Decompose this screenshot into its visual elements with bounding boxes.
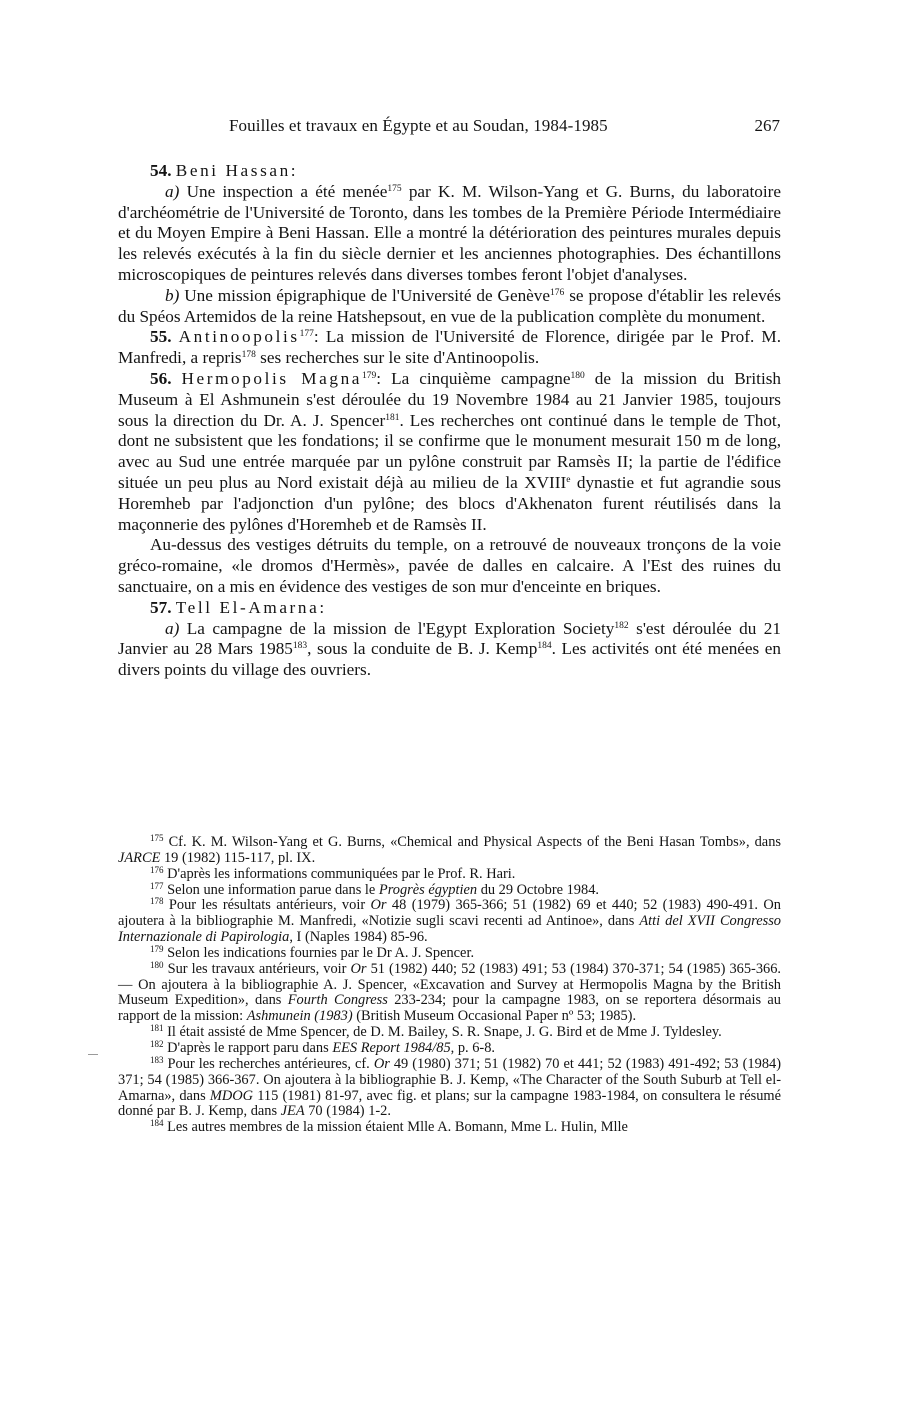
- footnote-182: $^{182}$ D'après le rapport paru dans EES Report 1984/85, p. 6-8.: [150, 1038, 496, 1056]
- running-header: [229, 116, 780, 140]
- section-heading-57: 57. Tell El-Amarna:: [150, 597, 325, 617]
- site-name: Beni Hassan: [175, 161, 291, 180]
- paragraph: Au-dessus des vestiges détruits du temple, on a retrouvé de nouveaux tronçons de la voie gréco-romaine, «le dromos d'Hermès», pavée de dalles en calcaire. A l'Est des ruines du sanctuaire, on a mis en évidence des vestiges de son mur d'enceinte en briques.: [118, 535, 781, 596]
- footnote-180: $^{180}$ Sur les travaux antérieurs, voir Or 51 (1982) 440; 52 (1983) 491; 53 (1984) 370-371; 54 (1985) 365-366. — On ajoutera à la bibliographie A. J. Spencer, «Excavation and Survey at Hermopolis Magna by the British Museum Expedition», dans Fourth Congress 233-234; pour la campagne 1983, on se reportera désormais au rapport de la mission: Ashmunein (1983) (British Museum Occasional Paper nº 53; 1985).: [118, 959, 782, 1025]
- paragraph: b) Une mission épigraphique de l'Université de Genève$^{176}$ se propose d'établir les relevés du Spéos Artemidos de la reine Hatshepsout, en vue de la publication complète du monument.: [118, 285, 781, 326]
- paragraph: a) La campagne de la mission de l'Egypt Exploration Society$^{182}$ s'est déroulée du 21 Janvier au 28 Mars 1985$^{183}$, sous la conduite de B. J. Kemp$^{184}$. Les activités ont été menées en divers points du village des ouvriers.: [118, 618, 782, 680]
- page-number: 267: [754, 116, 780, 135]
- footnote-ref: 179: [362, 370, 377, 381]
- footnote-ref: 178: [241, 350, 256, 361]
- section-heading-54: 54. Beni Hassan:: [150, 161, 296, 180]
- running-title: Fouilles et travaux en Égypte et au Soudan, 1984-1985: [229, 116, 608, 135]
- footnote-ref: 183: [292, 641, 308, 652]
- section-56: 56. Hermopolis Magna$^{179}$: La cinquième campagne$^{180}$ de la mission du British Museum à El Ashmunein s'est déroulée du 19 Novembre 1984 au 21 Janvier 1985, toujours sous la direction du Dr. A. J. Spencer$^{181}$. Les recherches ont continué dans le temple de Thot, dont ne subsistent que les fondations; il se confirme que le monument mesurait 150 m de long, avec au Sud une entrée marquée par un pylône construit par Ramsès II; la partie de l'édifice située un peu plus au Nord existait déjà au milieu de la XVIIIe dynastie et fut agrandie sous Horemheb par l'adjonction d'un pylône; des blocs d'Akhenaton furent réutilisés dans la maçonnerie des pylônes d'Horemheb et de Ramsès II.: [118, 368, 782, 534]
- margin-mark: [88, 1054, 98, 1055]
- footnote-177: $^{177}$ Selon une information parue dans le Progrès égyptien du 29 Octobre 1984.: [150, 880, 599, 898]
- main-text: [118, 161, 781, 681]
- site-name: Antinoopolis: [178, 327, 300, 347]
- footnote-179: $^{179}$ Selon les indications fournies par le Dr A. J. Spencer.: [150, 943, 475, 961]
- footnote-181: $^{181}$ Il était assisté de Mme Spencer, de D. M. Bailey, S. R. Snape, J. G. Bird et de Mme J. Tyldesley.: [150, 1023, 722, 1041]
- section-55: 55. Antinoopolis$^{177}$: La mission de l'Université de Florence, dirigée par le Prof. M. Manfredi, a repris$^{178}$ ses recherches sur le site d'Antinoopolis.: [118, 327, 781, 368]
- footnote-ref: 184: [537, 641, 552, 652]
- footnote-ref: 175: [387, 183, 402, 194]
- footnotes: [118, 835, 781, 1136]
- footnote-ref: 176: [550, 287, 565, 298]
- paragraph: a) Une inspection a été menée$^{175}$ par K. M. Wilson-Yang et G. Burns, du laboratoire d'archéométrie de l'Université de Toronto, dans les tombes de la Première Période Intermédiaire et du Moyen Empire à Beni Hassan. Elle a montré la détérioration des peintures murales depuis les relevés exécutés à la fin du siècle dernier et les anciennes photographies. Des échantillons microscopiques de peintures relevés dans diverses tombes feront l'objet d'analyses.: [118, 181, 781, 284]
- footnote-178: $^{178}$ Pour les résultats antérieurs, voir Or 48 (1979) 365-366; 51 (1982) 69 et 440; 52 (1983) 490-491. On ajoutera à la bibliographie M. Manfredi, «Notizie sugli scavi recenti ad Antinoe», dans Atti del XVII Congresso Internazionale di Papirologia, I (Naples 1984) 85-96.: [118, 896, 781, 946]
- footnote-183: $^{183}$ Pour les recherches antérieures, cf. Or 49 (1980) 371; 51 (1982) 70 et 441; 52 (1983) 491-492; 53 (1984) 371; 54 (1985) 366-367. On ajoutera à la bibliographie B. J. Kemp, «The Character of the South Suburb at Tell el-Amarna», dans MDOG 115 (1981) 81-97, avec fig. et plans; sur la campagne 1983-1984, on consultera le résumé donné par B. J. Kemp, dans JEA 70 (1984) 1-2.: [118, 1054, 782, 1120]
- footnote-ref: 180: [570, 370, 585, 381]
- footnote-184: $^{184}$ Les autres membres de la mission étaient Mlle A. Bomann, Mme L. Hulin, Mlle: [150, 1118, 628, 1136]
- site-name: Hermopolis Magna: [181, 368, 363, 388]
- footnote-175: $^{175}$ Cf. K. M. Wilson-Yang et G. Burns, «Chemical and Physical Aspects of the Beni Hasan Tombs», dans JARCE 19 (1982) 115-117, pl. IX.: [118, 833, 781, 866]
- footnote-176: $^{176}$ D'après les informations communiquées par le Prof. R. Hari.: [150, 864, 516, 882]
- footnote-ref: 182: [614, 620, 629, 631]
- footnote-ref: 181: [385, 412, 400, 423]
- site-name: Tell El-Amarna: [175, 597, 320, 617]
- footnote-ref: 177: [299, 329, 314, 340]
